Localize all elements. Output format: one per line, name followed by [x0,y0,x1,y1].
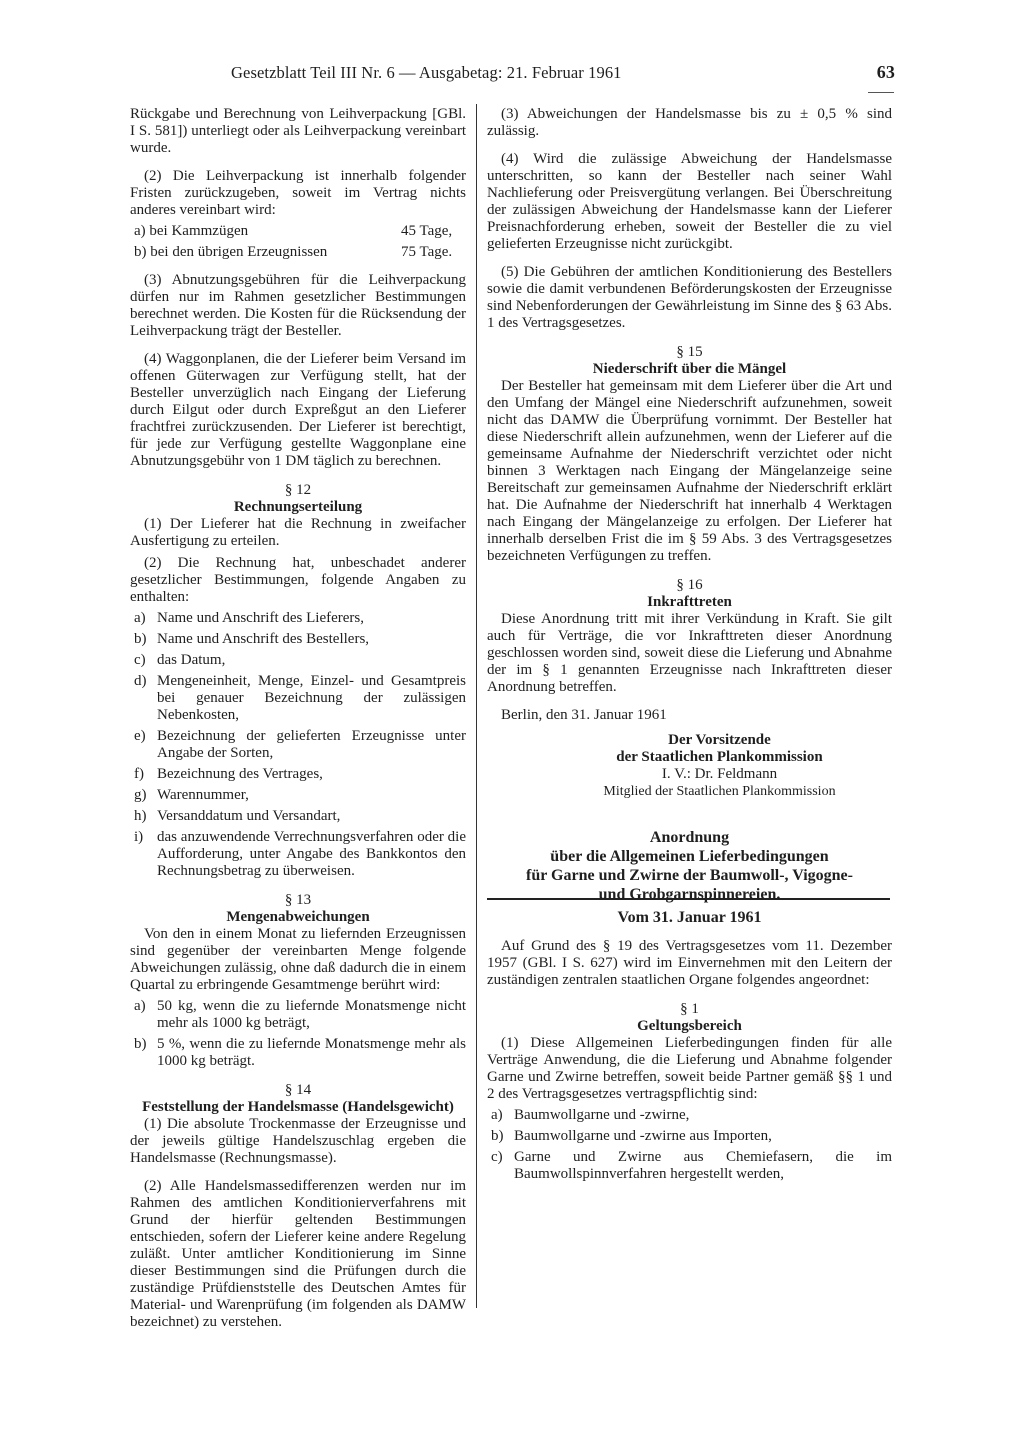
list-text: 5 %, wenn die zu liefernde Monatsmenge mehr als 1000 kg beträgt. [157,1036,466,1069]
paragraph-leihverpackung-fristen: (2) Die Leihverpackung ist innerhalb folgender Fristen zurückzugeben, soweit im Vertrag nichts anderes vereinbart wird: [130,168,466,218]
list-item [130,1036,466,1070]
section-16-number: § 16 [676,577,703,593]
list-item [130,673,466,724]
list-label: c) [134,652,146,668]
list-item [487,1128,892,1145]
list-text: Versanddatum und Versandart, [157,808,341,824]
right-column [487,106,892,1183]
page-header [231,64,895,81]
section-13-title: Mengenabweichungen [226,909,370,925]
list-label: a) [134,610,146,626]
frist-label: b) bei den übrigen Erzeugnissen [134,244,328,260]
section-1-number: § 1 [680,1001,699,1017]
anordnung-intro: Auf Grund des § 19 des Vertragsgesetzes vom 11. Dezember 1957 (GBl. I S. 627) wird im Einvernehmen mit den Leitern der zuständigen zentralen staatlichen Organe folgendes angeordnet: [487,938,892,988]
list-label: h) [134,808,147,824]
section-12-paragraph-2: (2) Die Rechnung hat, unbeschadet anderer gesetzlicher Bestimmungen, folgende Angaben zu enthalten: [130,555,466,605]
frist-value: 75 Tage. [401,244,453,260]
anordnung-heading [487,828,892,927]
list-item [130,631,466,648]
signature-name: I. V.: Dr. Feldmann [661,766,778,782]
list-item [487,1149,892,1183]
list-text: Name und Anschrift des Bestellers, [157,631,370,647]
list-label: i) [134,829,144,845]
section-15-paragraph: Der Besteller hat gemeinsam mit dem Lieferer über die Art und den Umfang der Mängel eine Niederschrift aufzunehmen, soweit nicht das DAMW die Überprüfung vornimmt. Der Besteller hat diese Niederschrift allein aufzunehmen, wenn der Lieferer auf die gemeinsame Aufnahme der Niederschrift verzichtet oder nicht binnen 3 Werktagen nach Eingang der Mängelanzeige seine Bereitschaft zur gemeinsamen Aufnahme der Niederschrift erklärt hat. Die Aufnahme der Niederschrift hat innerhalb 4 Werktagen nach Eingang der Mängelanzeige zu erfolgen. Der Lieferer hat innerhalb derselben Frist die im § 59 Abs. 3 des Vertragsgesetzes bezeichneten Verfügungen zu treffen. [487,378,892,564]
list-item [487,1107,892,1124]
list-label: e) [134,728,146,744]
section-13-number: § 13 [284,892,312,908]
list-item [130,652,466,669]
list-item [130,610,466,627]
anordnung-title: Anordnung [649,829,730,846]
list-text: Warennummer, [157,787,249,803]
signature-role: Mitglied der Staatlichen Plankommission [603,784,836,799]
header-title: Gesetzblatt Teil III Nr. 6 — Ausgabetag: 21. Februar 1961 [231,63,622,82]
signature-block [487,732,892,800]
signature-org-2: der Staatlichen Plankommission [616,749,823,765]
list-text: Bezeichnung des Vertrages, [157,766,323,782]
section-14-paragraph-1: (1) Die absolute Trockenmasse der Erzeugnisse und der jeweils gültige Handelszuschlag ergeben die Handelsmasse (Rechnungsmasse). [130,1116,466,1166]
list-item [130,766,466,783]
section-14-paragraph-5: (5) Die Gebühren der amtlichen Konditionierung des Bestellers sowie die damit verbundenen Beförderungskosten der Erzeugnisse sind Nebenforderungen der Gewährleistung im Sinne des § 63 Abs. 1 des Vertragsgesetzes. [487,264,892,331]
frist-row [130,223,466,240]
signature-org-1: Der Vorsitzende [668,732,771,748]
section-14-title: Feststellung der Handelsmasse (Handelsgewicht) [142,1099,454,1115]
list-label: f) [134,766,144,782]
list-text: Name und Anschrift des Lieferers, [157,610,365,626]
list-item [130,787,466,804]
list-item [130,998,466,1032]
frist-value: 45 Tage, [401,223,453,239]
left-column [130,106,466,1331]
paragraph-abnutzungsgebuehren: (3) Abnutzungsgebühren für die Leihverpackung dürfen nur im Rahmen gesetzlicher Bestimmungen berechnet werden. Die Kosten für die Rücksendung der Leihverpackung trägt der Besteller. [130,272,466,339]
list-label: b) [134,1036,147,1052]
list-text: das anzuwendende Verrechnungsverfahren oder die Aufforderung, unter Angabe des Bankkontos den Rechnungsbetrag zu überweisen. [157,829,466,879]
list-label: b) [491,1128,504,1144]
list-item [130,829,466,880]
section-16-title: Inkrafttreten [647,594,732,610]
column-divider [476,104,477,1308]
list-text: Baumwollgarne und -zwirne, [514,1107,690,1123]
list-text: Mengeneinheit, Menge, Einzel- und Gesamtpreis bei genauer Bezeichnung der zulässigen Nebenkosten, [157,673,466,723]
section-1-title: Geltungsbereich [637,1018,742,1034]
intro-paragraph: Rückgabe und Berechnung von Leihverpackung [GBl. I S. 581]) unterliegt oder als Leihverpackung vereinbart wurde. [130,106,466,156]
list-label: c) [491,1149,503,1165]
frist-row [130,244,466,261]
list-text: 50 kg, wenn die zu liefernde Monatsmenge nicht mehr als 1000 kg beträgt, [157,998,466,1031]
section-12-paragraph-1: (1) Der Lieferer hat die Rechnung in zweifacher Ausfertigung zu erteilen. [130,516,466,549]
list-text: Baumwollgarne und -zwirne aus Importen, [514,1128,772,1144]
list-label: a) [491,1107,503,1123]
section-16-paragraph: Diese Anordnung tritt mit ihrer Verkündung in Kraft. Sie gilt auch für Verträge, die vor Inkrafttreten dieser Anordnung geschlossen worden sind, soweit diese die Lieferung und Abnahme der im § 1 genannten Erzeugnisse nach Inkrafttreten dieser Anordnung betreffen. [487,611,892,695]
section-12-number: § 12 [284,482,312,498]
section-15-title: Niederschrift über die Mängel [592,361,787,377]
list-label: a) [134,998,146,1014]
section-14-paragraph-3: (3) Abweichungen der Handelsmasse bis zu ± 0,5 % sind zulässig. [487,106,892,139]
page-number: 63 [876,62,895,82]
section-15-number: § 15 [676,344,703,360]
list-item [130,808,466,825]
section-14-paragraph-4: (4) Wird die zulässige Abweichung der Handelsmasse unterschritten, so kann der Besteller nach seiner Wahl Nachlieferung oder Preisvergütung verlangen. Bei Überschreitung der zulässigen Abweichung der Handelsmasse kann der Lieferer Preisnachforderung erheben, soweit der Besteller die zu viel gelieferten Erzeugnisse nicht zurückgibt. [487,151,892,252]
section-14-number: § 14 [284,1082,312,1098]
list-text: Garne und Zwirne aus Chemiefasern, die im Baumwollspinnverfahren hergestellt werden, [514,1149,892,1182]
paragraph-waggonplanen: (4) Waggonplanen, die der Lieferer beim Versand im offenen Güterwagen zur Verfügung stellt, hat der Besteller unverzüglich nach Eingang der Lieferung durch Eilgut oder durch Expreßgut an den Lieferer frachtfrei zurückzusenden. Der Lieferer ist berechtigt, für jede zur Verfügung gestellte Waggonplane eine Abnutzungsgebühr von 1 DM täglich zu berechnen. [130,351,466,469]
section-1-paragraph: (1) Diese Allgemeinen Lieferbedingungen finden für alle Verträge Anwendung, die die Lieferung und Abnahme folgender Garne und Zwirne betreffen, soweit beide Partner gemäß §§ 1 und 2 des Vertragsgesetzes vertragspflichtig sind: [487,1035,892,1102]
anordnung-date: Vom 31. Januar 1961 [617,909,762,926]
anordnung-subtitle-3: und Grobgarnspinnereien. [598,886,781,903]
place-date: Berlin, den 31. Januar 1961 [501,707,667,723]
list-label: d) [134,673,147,689]
list-text: Bezeichnung der gelieferten Erzeugnisse unter Angabe der Sorten, [157,728,466,761]
section-13-paragraph: Von den in einem Monat zu liefernden Erzeugnissen sind gegenüber der vereinbarten Menge folgende Abweichungen zulässig, ohne daß dadurch die in einem Quartal zu erbringende Gesamtmenge berührt wird: [130,926,466,993]
header-rule [868,92,894,93]
list-label: g) [134,787,147,803]
list-item [130,728,466,762]
section-14-paragraph-2: (2) Alle Handelsmassedifferenzen werden nur im Rahmen des amtlichen Konditionierverfahrens mit Grund der hierfür geltenden Bestimmungen entschieden, sofern der Lieferer keine andere Regelung zuläßt. Unter amtlicher Konditionierung im Sinne dieser Bestimmungen sind die Prüfungen durch die zuständige Prüfdienststelle des Deutschen Amtes für Material- und Warenprüfung (im folgenden als DAMW bezeichnet) zu verstehen. [130,1178,466,1330]
anordnung-subtitle-2: für Garne und Zwirne der Baumwoll-, Vigogne- [526,867,853,884]
list-label: b) [134,631,147,647]
frist-label: a) bei Kammzügen [134,223,249,239]
anordnung-subtitle-1: über die Allgemeinen Lieferbedingungen [550,848,829,865]
section-12-title: Rechnungserteilung [233,499,363,515]
list-text: das Datum, [157,652,226,668]
